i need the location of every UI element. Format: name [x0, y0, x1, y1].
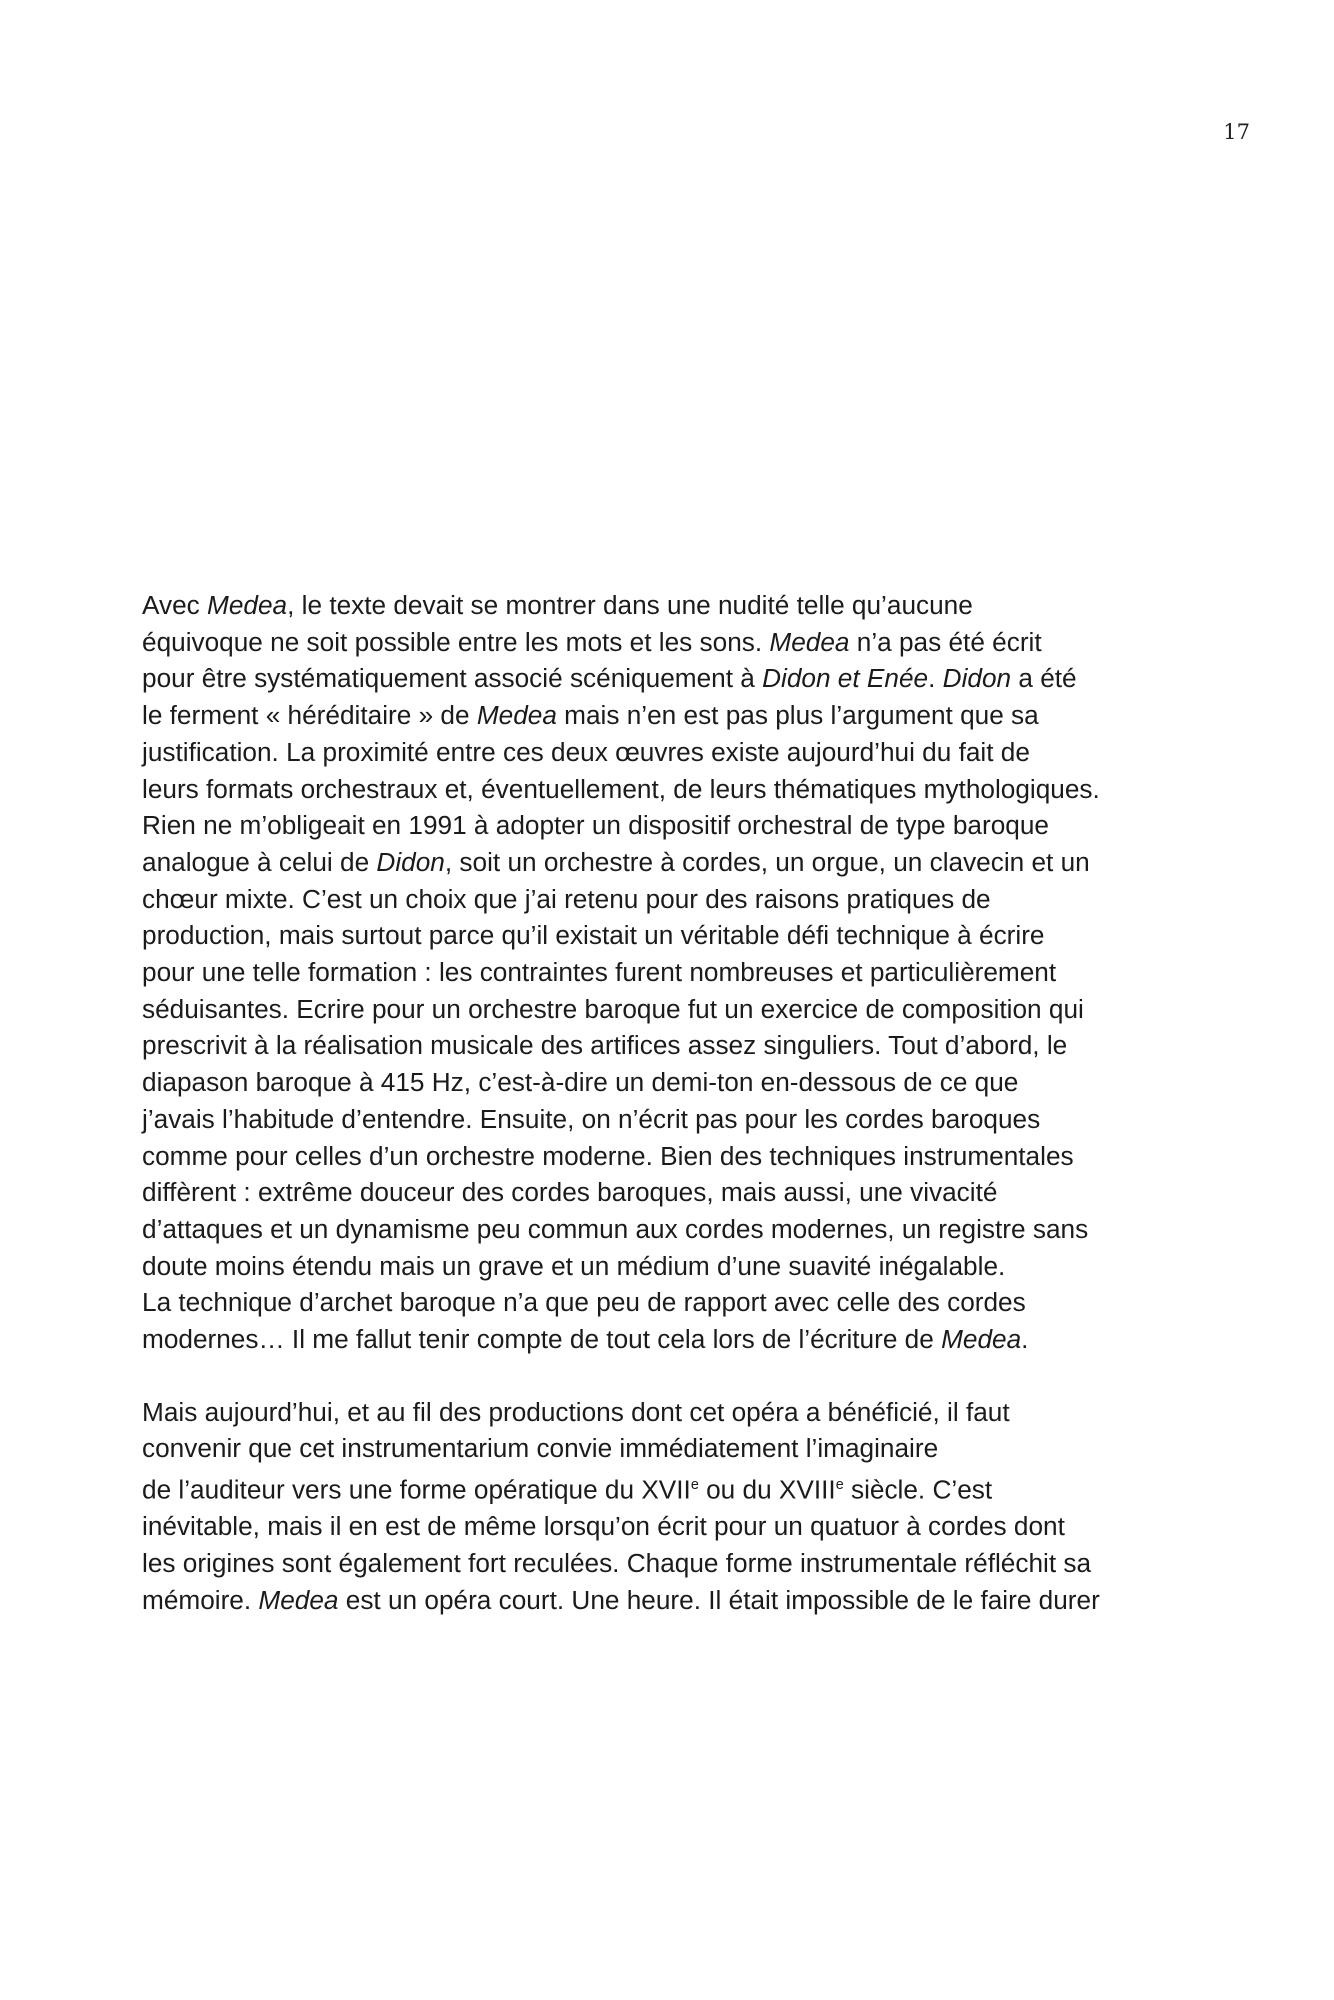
text-run: j’avais l’habitude d’entendre. Ensuite, on n’écrit pas pour les cordes baroques — [142, 1103, 1041, 1134]
text-run: mais n’en est pas plus l’argument que sa — [556, 700, 1039, 731]
text-run: , soit un orchestre à cordes, un orgue, un clavecin et un — [444, 846, 1090, 877]
text-run: Avec — [142, 590, 208, 620]
text-run: pour être systématiquement associé scéniquement à — [142, 663, 763, 694]
text-run: comme pour celles d’un orchestre moderne. Bien des techniques instrumentales — [142, 1140, 1074, 1171]
text-run: ou du XVIII — [698, 1474, 836, 1505]
text-run: justification. La proximité entre ces deux œuvres existe aujourd’hui du fait de — [142, 736, 1030, 767]
text-run: séduisantes. Ecrire pour un orchestre baroque fut un exercice de composition qui — [142, 993, 1084, 1024]
text-run: chœur mixte. C’est un choix que j’ai retenu pour des raisons pratiques de — [142, 883, 991, 914]
text-line — [142, 917, 1222, 954]
text-run: Rien ne m’obligeait en 1991 à adopter un dispositif orchestral de type baroque — [142, 810, 1049, 841]
text-run: modernes… Il me fallut tenir compte de tout cela lors de l’écriture de — [142, 1324, 942, 1355]
text-line — [142, 1582, 1222, 1619]
text-run: . — [928, 663, 943, 694]
superscript: e — [835, 1477, 844, 1494]
paragraph — [142, 1394, 1222, 1619]
text-run: d’attaques et un dynamisme peu commun aux cordes modernes, un registre sans — [142, 1213, 1089, 1244]
text-line — [142, 1394, 1222, 1431]
text-line — [142, 624, 1222, 661]
italic-title: Didon — [942, 663, 1012, 694]
text-run: a été — [1011, 663, 1077, 694]
text-line — [142, 1064, 1222, 1101]
body-text — [142, 587, 1222, 1618]
italic-title: Medea — [207, 590, 288, 620]
text-line — [142, 954, 1222, 991]
text-run: analogue à celui de — [142, 846, 377, 877]
text-run: . — [1021, 1324, 1029, 1355]
text-run: , le texte devait se montrer dans une nudité telle qu’aucune — [287, 590, 973, 620]
text-line — [142, 881, 1222, 918]
text-line — [142, 1027, 1222, 1064]
text-run: diapason baroque à 415 Hz, c’est-à-dire un demi-ton en-dessous de ce que — [142, 1067, 1019, 1098]
text-run: les origines sont également fort reculées. Chaque forme instrumentale réfléchit sa — [142, 1547, 1092, 1578]
text-line — [142, 697, 1222, 734]
paragraph — [142, 587, 1222, 1358]
text-run: pour une telle formation : les contraintes furent nombreuses et particulièrement — [142, 957, 1057, 988]
text-run: prescrivit à la réalisation musicale des artifices assez singuliers. Tout d’abord, le — [142, 1030, 1068, 1061]
text-line — [142, 807, 1222, 844]
text-run: doute moins étendu mais un grave et un médium d’une suavité inégalable. — [142, 1250, 1006, 1281]
text-line — [142, 1467, 1222, 1508]
text-run: inévitable, mais il en est de même lorsqu’on écrit pour un quatuor à cordes dont — [142, 1511, 1065, 1542]
text-line — [142, 1545, 1222, 1582]
page-number: 17 — [1223, 120, 1250, 144]
text-run: n’a pas été écrit — [849, 626, 1042, 657]
text-run: convenir que cet instrumentarium convie immédiatement l’imaginaire — [142, 1433, 939, 1464]
text-run: production, mais surtout parce qu’il existait un véritable défi technique à écrire — [142, 920, 1045, 951]
text-line — [142, 1174, 1222, 1211]
text-run: diffèrent : extrême douceur des cordes baroques, mais aussi, une vivacité — [142, 1177, 998, 1208]
text-line — [142, 1138, 1222, 1175]
text-line — [142, 1284, 1222, 1321]
text-run: de l’auditeur vers une forme opératique du XVII — [142, 1474, 691, 1505]
italic-title: Didon et Enée — [762, 663, 929, 694]
text-line — [142, 1508, 1222, 1545]
text-line — [142, 734, 1222, 771]
text-line — [142, 1101, 1222, 1138]
text-run: équivoque ne soit possible entre les mots et les sons. — [142, 626, 770, 657]
text-line — [142, 771, 1222, 808]
text-line — [142, 1248, 1222, 1285]
text-run: La technique d’archet baroque n’a que peu de rapport avec celle des cordes — [142, 1287, 1026, 1318]
text-run: le ferment « héréditaire » de — [142, 700, 477, 731]
italic-title: Medea — [769, 626, 850, 657]
text-line — [142, 991, 1222, 1028]
italic-title: Medea — [941, 1324, 1022, 1355]
text-line — [142, 1430, 1222, 1467]
text-run: mémoire. — [142, 1584, 259, 1615]
superscript: e — [690, 1477, 699, 1494]
text-line — [142, 660, 1222, 697]
text-line — [142, 587, 1222, 624]
italic-title: Medea — [476, 700, 557, 731]
text-run: siècle. C’est — [843, 1474, 993, 1505]
text-run: Mais aujourd’hui, et au fil des productions dont cet opéra a bénéficié, il faut — [142, 1396, 1010, 1427]
text-line — [142, 844, 1222, 881]
text-line — [142, 1211, 1222, 1248]
text-run: est un opéra court. Une heure. Il était impossible de le faire durer — [338, 1584, 1100, 1615]
text-run: leurs formats orchestraux et, éventuellement, de leurs thématiques mythologiques. — [142, 773, 1100, 804]
italic-title: Didon — [376, 846, 445, 877]
text-line — [142, 1321, 1222, 1358]
italic-title: Medea — [258, 1584, 339, 1615]
